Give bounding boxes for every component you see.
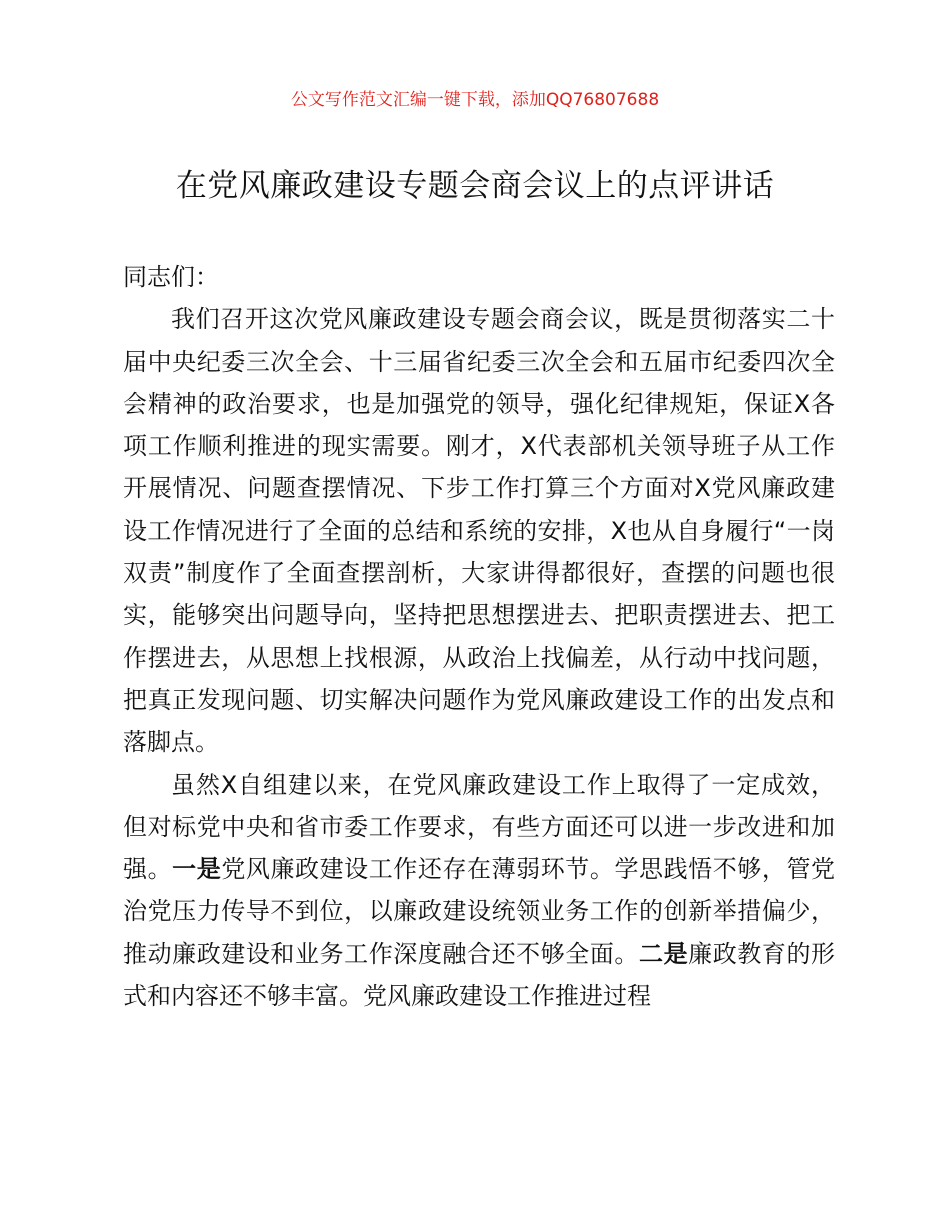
point-1-text: 党风廉政建设工作还存在薄弱环节。学思践悟不够，管党治党压力传导不到位，以廉政建设统领业务工作的创新举措偏少，推动廉政建设和业务工作深度融合还不够全面。 bbox=[123, 855, 836, 968]
download-banner: 公文写作范文汇编一键下载，添加QQ76807688 bbox=[290, 90, 660, 110]
document-title: 在党风廉政建设专题会商会议上的点评讲话 bbox=[175, 168, 775, 204]
paragraph-1: 我们召开这次党风廉政建设专题会商会议，既是贯彻落实二十届中央纪委三次全会、十三届省纪委三次全会和五届市纪委四次全会精神的政治要求，也是加强党的领导，强化纪律规矩，保证X各项工作顺利推进的现实需要。刚才，X代表部机关领导班子从工作开展情况、问题查摆情况、下步工作打算三个方面对X党风廉政建设工作情况进行了全面的总结和系统的安排，X也从自身履行“一岗双责”制度作了全面查摆剖析，大家讲得都很好，查摆的问题也很实，能够突出问题导向，坚持把思想摆进去、把职责摆进去、把工作摆进去，从思想上找根源，从政治上找偏差，从行动中找问题，把真正发现问题、切实解决问题作为党风廉政建设工作的出发点和落脚点。 bbox=[123, 305, 835, 757]
point-2-text: 廉政教育的形式和内容还不够丰富。党风廉政建设工作推进过程 bbox=[123, 939, 836, 1011]
paragraph-2-intro: 虽然X自组建以来，在党风廉政建设工作上取得了一定成效，但对标党中央和省市委工作要求，有些方面还可以进一步改进和加强。 bbox=[123, 770, 835, 884]
salutation: 同志们： bbox=[123, 263, 219, 291]
paragraph-2 bbox=[123, 764, 835, 1018]
point-2-label: 二是 bbox=[639, 939, 689, 968]
point-1-label: 一是 bbox=[172, 855, 222, 884]
document-body bbox=[123, 256, 835, 1017]
